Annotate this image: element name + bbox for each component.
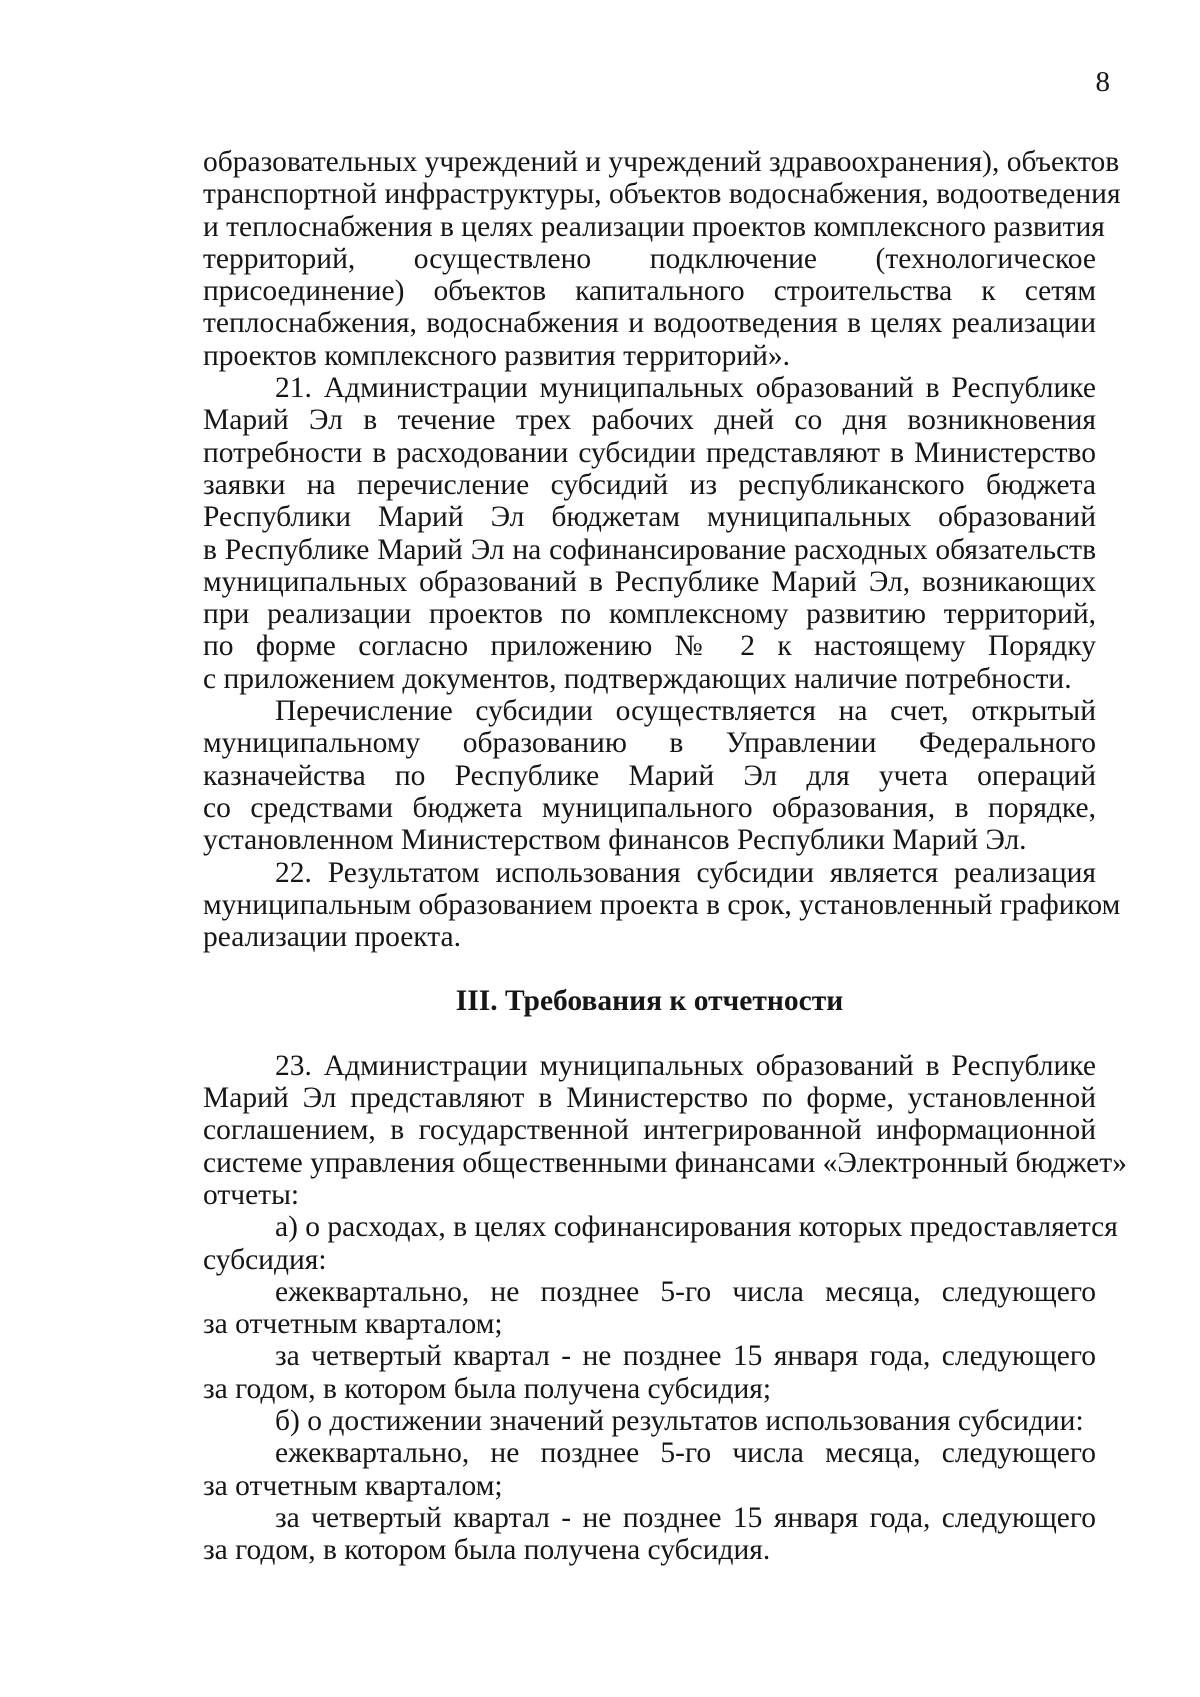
text-line: по форме согласно приложению № 2 к настоящему Порядку: [203, 630, 1096, 663]
text-line: и теплоснабжения в целях реализации проектов комплексного развития: [203, 210, 1105, 243]
text-line: ежеквартально, не позднее 5-го числа месяца, следующего: [275, 1437, 1096, 1470]
page-number: 8: [1095, 66, 1110, 98]
section-heading: III. Требования к отчетности: [455, 985, 844, 1018]
text-line: ежеквартально, не позднее 5-го числа месяца, следующего: [275, 1275, 1096, 1308]
document-body: [203, 146, 1127, 1567]
text-line: 21. Администрации муниципальных образований в Республике: [275, 372, 1096, 405]
text-line: за четвертый квартал - не позднее 15 января года, следующего: [275, 1501, 1096, 1534]
text-line: с приложением документов, подтверждающих наличие потребности.: [203, 662, 1072, 695]
text-line: а) о расходах, в целях софинансирования которых предоставляется: [275, 1211, 1118, 1244]
text-line: за годом, в котором была получена субсидия;: [203, 1372, 772, 1405]
text-line: транспортной инфраструктуры, объектов водоснабжения, водоотведения: [203, 178, 1121, 211]
text-line: при реализации проектов по комплексному развитию территорий,: [203, 598, 1096, 631]
text-line: территорий, осуществлено подключение (технологическое: [203, 242, 1096, 275]
text-line: установленном Министерством финансов Республики Марий Эл.: [203, 824, 1027, 857]
text-block-before-heading: [203, 146, 1121, 954]
text-line: Марий Эл в течение трех рабочих дней со дня возникновения: [203, 404, 1096, 437]
text-line: муниципальным образованием проекта в срок, установленный графиком: [203, 888, 1121, 921]
text-line: Республики Марий Эл бюджетам муниципальных образований: [203, 501, 1096, 534]
text-line: субсидия:: [203, 1243, 327, 1276]
text-line: реализации проекта.: [203, 921, 461, 954]
text-line: заявки на перечисление субсидий из республиканского бюджета: [203, 468, 1096, 501]
text-line: б) о достижении значений результатов использования субсидии:: [275, 1404, 1084, 1437]
text-line: системе управления общественными финансами «Электронный бюджет»: [203, 1146, 1127, 1179]
text-line: 22. Результатом использования субсидии является реализация: [275, 856, 1096, 889]
text-line: за четвертый квартал - не позднее 15 января года, следующего: [275, 1340, 1096, 1373]
text-line: муниципальных образований в Республике Марий Эл, возникающих: [203, 565, 1096, 598]
text-line: казначейства по Республике Марий Эл для учета операций: [203, 759, 1096, 792]
text-line: соглашением, в государственной интегрированной информационной: [203, 1114, 1096, 1147]
text-line: проектов комплексного развития территорий».: [203, 339, 791, 372]
text-line: Перечисление субсидии осуществляется на счет, открытый: [275, 695, 1096, 728]
text-line: потребности в расходовании субсидии представляют в Министерство: [203, 436, 1096, 469]
text-block-after-heading: [203, 1049, 1127, 1567]
text-line: отчеты:: [203, 1178, 300, 1211]
text-line: присоединение) объектов капитального строительства к сетям: [203, 275, 1096, 308]
text-line: 23. Администрации муниципальных образований в Республике: [275, 1049, 1096, 1082]
text-line: за отчетным кварталом;: [203, 1469, 503, 1502]
text-line: муниципальному образованию в Управлении Федерального: [203, 727, 1096, 760]
text-line: со средствами бюджета муниципального образования, в порядке,: [203, 791, 1096, 824]
text-line: за отчетным кварталом;: [203, 1308, 503, 1341]
text-line: Марий Эл представляют в Министерство по форме, установленной: [203, 1082, 1096, 1115]
text-line: за годом, в котором была получена субсидия.: [203, 1534, 771, 1567]
text-line: в Республике Марий Эл на софинансирование расходных обязательств: [203, 533, 1096, 566]
text-line: образовательных учреждений и учреждений здравоохранения), объектов: [203, 146, 1120, 178]
text-line: теплоснабжения, водоснабжения и водоотведения в целях реализации: [203, 307, 1096, 340]
